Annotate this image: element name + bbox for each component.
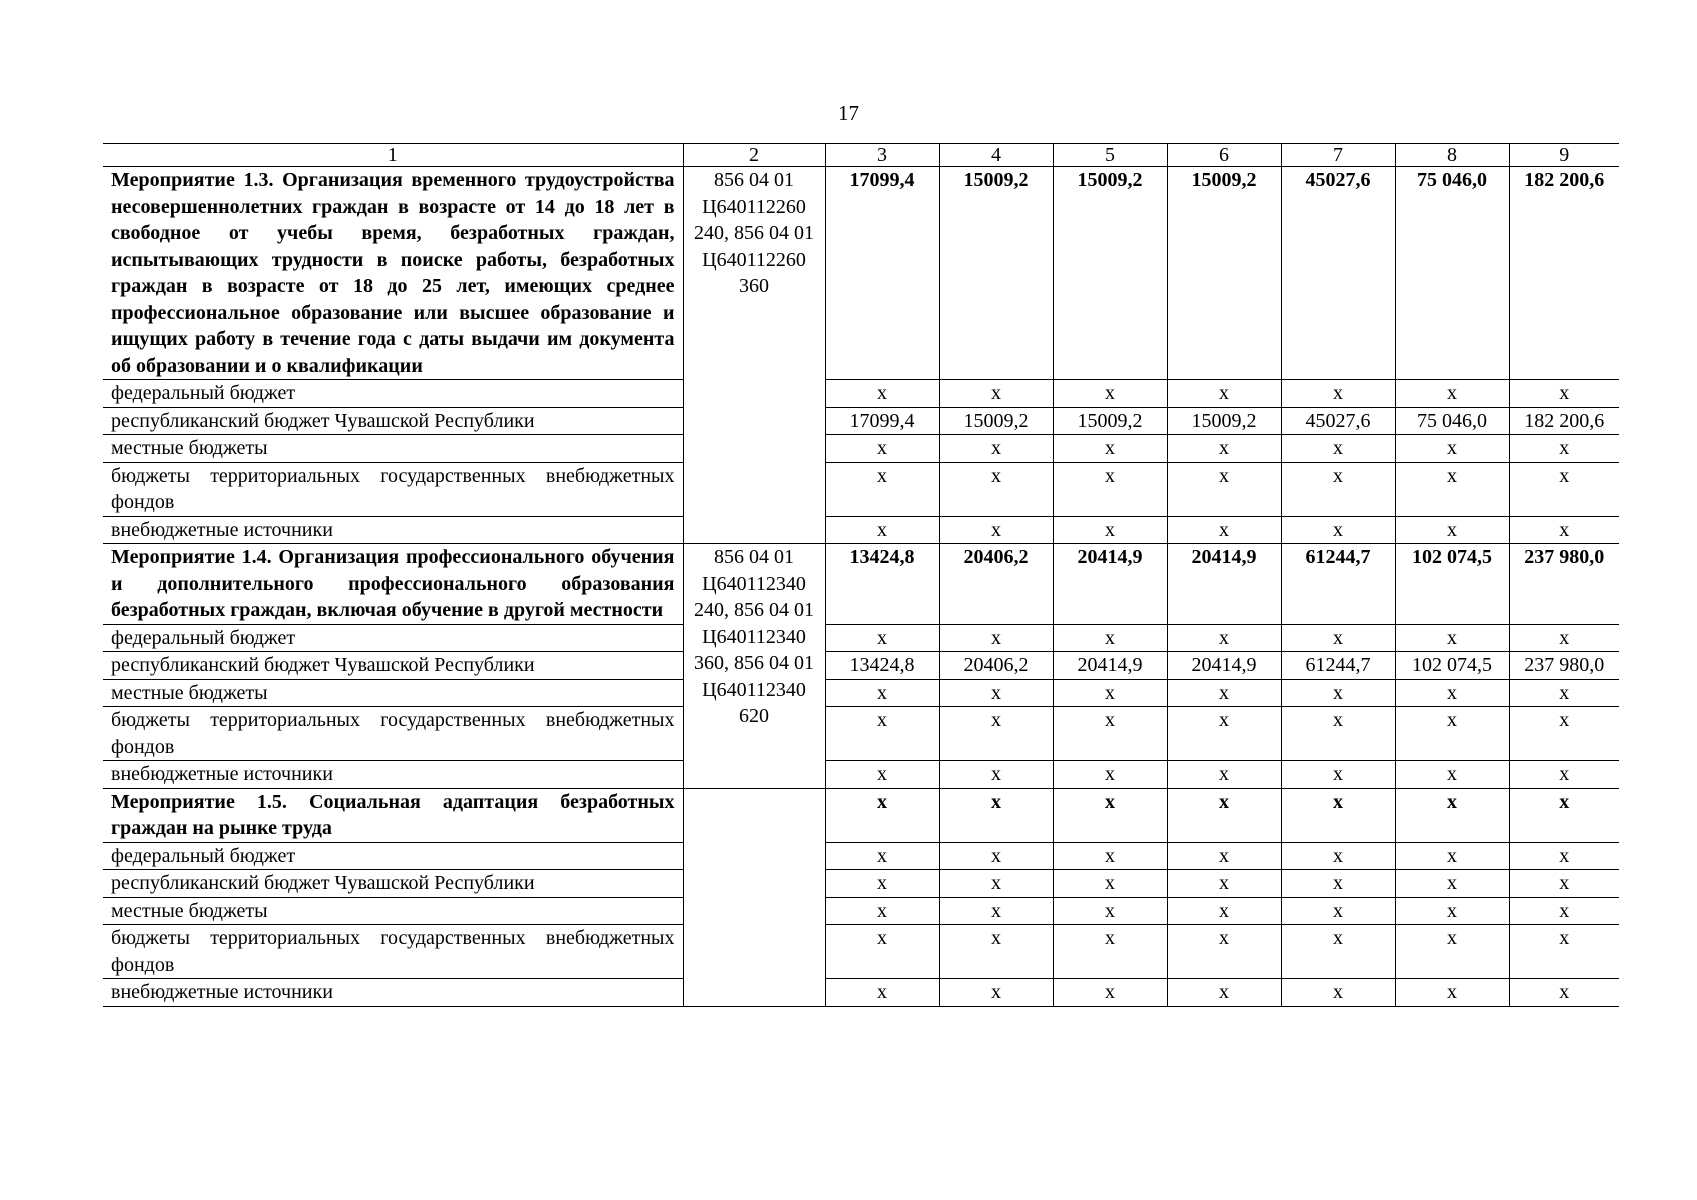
source-value: x — [825, 897, 939, 925]
column-header: 4 — [939, 144, 1053, 167]
total-value: 20414,9 — [1053, 544, 1167, 625]
total-value: 182 200,6 — [1509, 167, 1619, 380]
source-value: x — [939, 435, 1053, 463]
source-label: республиканский бюджет Чувашской Республики — [103, 652, 683, 680]
total-value: x — [1281, 788, 1395, 842]
source-value: x — [1395, 435, 1509, 463]
page-number: 17 — [838, 101, 859, 125]
source-value: 102 074,5 — [1395, 652, 1509, 680]
source-value: x — [1509, 897, 1619, 925]
source-value: x — [825, 842, 939, 870]
source-row — [103, 624, 1619, 652]
source-value: x — [939, 462, 1053, 516]
source-value: x — [1395, 516, 1509, 544]
source-value: 17099,4 — [825, 407, 939, 435]
source-value: x — [825, 380, 939, 408]
source-value: x — [825, 624, 939, 652]
source-label: федеральный бюджет — [103, 842, 683, 870]
source-value: x — [1281, 925, 1395, 979]
total-value: 20414,9 — [1167, 544, 1281, 625]
source-row — [103, 380, 1619, 408]
measure-total-row — [103, 544, 1619, 625]
budget-code: 856 04 01 Ц640112260 240, 856 04 01 Ц640112260 360 — [683, 167, 825, 544]
source-value: 75 046,0 — [1395, 407, 1509, 435]
source-value: x — [939, 870, 1053, 898]
source-value: x — [1395, 624, 1509, 652]
source-value: x — [1509, 761, 1619, 789]
column-header: 2 — [683, 144, 825, 167]
column-header: 8 — [1395, 144, 1509, 167]
source-row — [103, 516, 1619, 544]
source-value: x — [1281, 979, 1395, 1007]
source-value: 45027,6 — [1281, 407, 1395, 435]
source-value: 182 200,6 — [1509, 407, 1619, 435]
source-value: x — [939, 761, 1053, 789]
source-value: 20414,9 — [1053, 652, 1167, 680]
source-value: x — [1053, 435, 1167, 463]
source-value: x — [1167, 897, 1281, 925]
source-value: x — [1395, 842, 1509, 870]
source-value: x — [1053, 462, 1167, 516]
source-value: x — [825, 679, 939, 707]
source-row — [103, 842, 1619, 870]
source-value: x — [939, 979, 1053, 1007]
source-value: x — [939, 897, 1053, 925]
source-value: x — [1395, 761, 1509, 789]
source-label: внебюджетные источники — [103, 516, 683, 544]
source-value: x — [1281, 462, 1395, 516]
source-value: x — [1167, 925, 1281, 979]
source-value: x — [1509, 380, 1619, 408]
source-value: x — [1395, 679, 1509, 707]
total-value: 45027,6 — [1281, 167, 1395, 380]
source-row — [103, 925, 1619, 979]
source-value: x — [1395, 870, 1509, 898]
source-row — [103, 679, 1619, 707]
source-value: x — [1167, 707, 1281, 761]
source-value: x — [1167, 679, 1281, 707]
source-label: внебюджетные источники — [103, 761, 683, 789]
source-label: бюджеты территориальных государственных внебюджетных фондов — [103, 707, 683, 761]
source-value: x — [939, 679, 1053, 707]
source-value: x — [939, 624, 1053, 652]
column-header: 7 — [1281, 144, 1395, 167]
source-value: x — [1053, 679, 1167, 707]
source-label: федеральный бюджет — [103, 624, 683, 652]
source-value: x — [825, 979, 939, 1007]
source-value: x — [1281, 842, 1395, 870]
total-value: 15009,2 — [939, 167, 1053, 380]
measure-total-row — [103, 167, 1619, 380]
total-value: x — [825, 788, 939, 842]
source-value: x — [1281, 516, 1395, 544]
source-value: x — [939, 516, 1053, 544]
source-value: x — [1167, 624, 1281, 652]
total-value: 13424,8 — [825, 544, 939, 625]
budget-code — [683, 788, 825, 1006]
source-value: 61244,7 — [1281, 652, 1395, 680]
source-label: местные бюджеты — [103, 897, 683, 925]
source-value: x — [825, 761, 939, 789]
source-row — [103, 652, 1619, 680]
source-value: x — [1167, 842, 1281, 870]
source-value: 15009,2 — [939, 407, 1053, 435]
budget-code: 856 04 01 Ц640112340 240, 856 04 01 Ц640112340 360, 856 04 01 Ц640112340 620 — [683, 544, 825, 789]
source-value: x — [1167, 435, 1281, 463]
source-value: x — [825, 707, 939, 761]
total-value: 237 980,0 — [1509, 544, 1619, 625]
source-value: x — [1167, 380, 1281, 408]
source-value: 237 980,0 — [1509, 652, 1619, 680]
source-value: x — [825, 462, 939, 516]
source-value: x — [1053, 380, 1167, 408]
measure-title: Мероприятие 1.3. Организация временного трудоустройства несовершеннолетних граждан в возрасте от 14 до 18 лет в свободное от учебы время, безработных граждан, испытывающих трудности в поиске работы, безработных граждан в возрасте от 18 до 25 лет, имеющих среднее профессиональное образование или высшее образование и ищущих работу в течение года с даты выдачи им документа об образовании и о квалификации — [103, 167, 683, 380]
source-row — [103, 870, 1619, 898]
total-value: 61244,7 — [1281, 544, 1395, 625]
source-value: 15009,2 — [1053, 407, 1167, 435]
total-value: x — [1509, 788, 1619, 842]
source-value: x — [1053, 979, 1167, 1007]
source-value: x — [1053, 925, 1167, 979]
source-value: x — [1395, 462, 1509, 516]
source-value: x — [1053, 761, 1167, 789]
source-value: x — [825, 516, 939, 544]
source-value: x — [1167, 462, 1281, 516]
source-value: x — [1053, 624, 1167, 652]
column-header: 6 — [1167, 144, 1281, 167]
measure-title: Мероприятие 1.4. Организация профессионального обучения и дополнительного профессионального образования безработных граждан, включая обучение в другой местности — [103, 544, 683, 625]
source-value: x — [939, 707, 1053, 761]
source-value: x — [1509, 624, 1619, 652]
source-value: x — [1509, 870, 1619, 898]
column-header: 1 — [103, 144, 683, 167]
source-value: x — [1509, 842, 1619, 870]
source-value: x — [1053, 516, 1167, 544]
source-row — [103, 979, 1619, 1007]
source-row — [103, 761, 1619, 789]
total-value: x — [939, 788, 1053, 842]
source-value: x — [1509, 979, 1619, 1007]
total-value: x — [1395, 788, 1509, 842]
source-value: x — [825, 435, 939, 463]
source-value: x — [1053, 870, 1167, 898]
source-value: 20414,9 — [1167, 652, 1281, 680]
source-label: местные бюджеты — [103, 435, 683, 463]
column-header-row — [103, 144, 1619, 167]
total-value: x — [1053, 788, 1167, 842]
source-value: x — [1281, 624, 1395, 652]
source-value: x — [939, 380, 1053, 408]
total-value: 15009,2 — [1167, 167, 1281, 380]
source-value: x — [825, 925, 939, 979]
source-value: x — [1509, 925, 1619, 979]
source-value: 13424,8 — [825, 652, 939, 680]
source-value: x — [1395, 380, 1509, 408]
source-label: федеральный бюджет — [103, 380, 683, 408]
source-value: x — [1167, 870, 1281, 898]
source-label: республиканский бюджет Чувашской Республики — [103, 870, 683, 898]
source-value: x — [1167, 979, 1281, 1007]
source-label: бюджеты территориальных государственных внебюджетных фондов — [103, 462, 683, 516]
source-label: республиканский бюджет Чувашской Республики — [103, 407, 683, 435]
total-value: 75 046,0 — [1395, 167, 1509, 380]
source-value: x — [1509, 435, 1619, 463]
source-row — [103, 435, 1619, 463]
source-value: x — [1395, 925, 1509, 979]
measure-total-row — [103, 788, 1619, 842]
source-value: x — [1395, 707, 1509, 761]
source-value: x — [1395, 897, 1509, 925]
source-label: бюджеты территориальных государственных внебюджетных фондов — [103, 925, 683, 979]
source-label: местные бюджеты — [103, 679, 683, 707]
source-value: x — [1281, 380, 1395, 408]
source-row — [103, 462, 1619, 516]
source-value: x — [1167, 516, 1281, 544]
source-value: x — [1509, 679, 1619, 707]
source-value: 20406,2 — [939, 652, 1053, 680]
source-value: x — [1281, 870, 1395, 898]
source-value: x — [1509, 707, 1619, 761]
source-value: x — [1281, 707, 1395, 761]
source-value: 15009,2 — [1167, 407, 1281, 435]
source-row — [103, 897, 1619, 925]
source-row — [103, 407, 1619, 435]
column-header: 3 — [825, 144, 939, 167]
funding-table — [103, 143, 1619, 1007]
total-value: 102 074,5 — [1395, 544, 1509, 625]
source-value: x — [1281, 679, 1395, 707]
total-value: 15009,2 — [1053, 167, 1167, 380]
source-value: x — [939, 925, 1053, 979]
measure-title: Мероприятие 1.5. Социальная адаптация безработных граждан на рынке труда — [103, 788, 683, 842]
source-value: x — [1053, 842, 1167, 870]
source-value: x — [1053, 707, 1167, 761]
source-value: x — [1509, 462, 1619, 516]
source-value: x — [1167, 761, 1281, 789]
total-value: x — [1167, 788, 1281, 842]
source-value: x — [1281, 897, 1395, 925]
column-header: 5 — [1053, 144, 1167, 167]
total-value: 17099,4 — [825, 167, 939, 380]
source-row — [103, 707, 1619, 761]
source-value: x — [1281, 435, 1395, 463]
total-value: 20406,2 — [939, 544, 1053, 625]
source-label: внебюджетные источники — [103, 979, 683, 1007]
source-value: x — [1509, 516, 1619, 544]
source-value: x — [939, 842, 1053, 870]
source-value: x — [1053, 897, 1167, 925]
source-value: x — [1281, 761, 1395, 789]
source-value: x — [825, 870, 939, 898]
source-value: x — [1395, 979, 1509, 1007]
column-header: 9 — [1509, 144, 1619, 167]
